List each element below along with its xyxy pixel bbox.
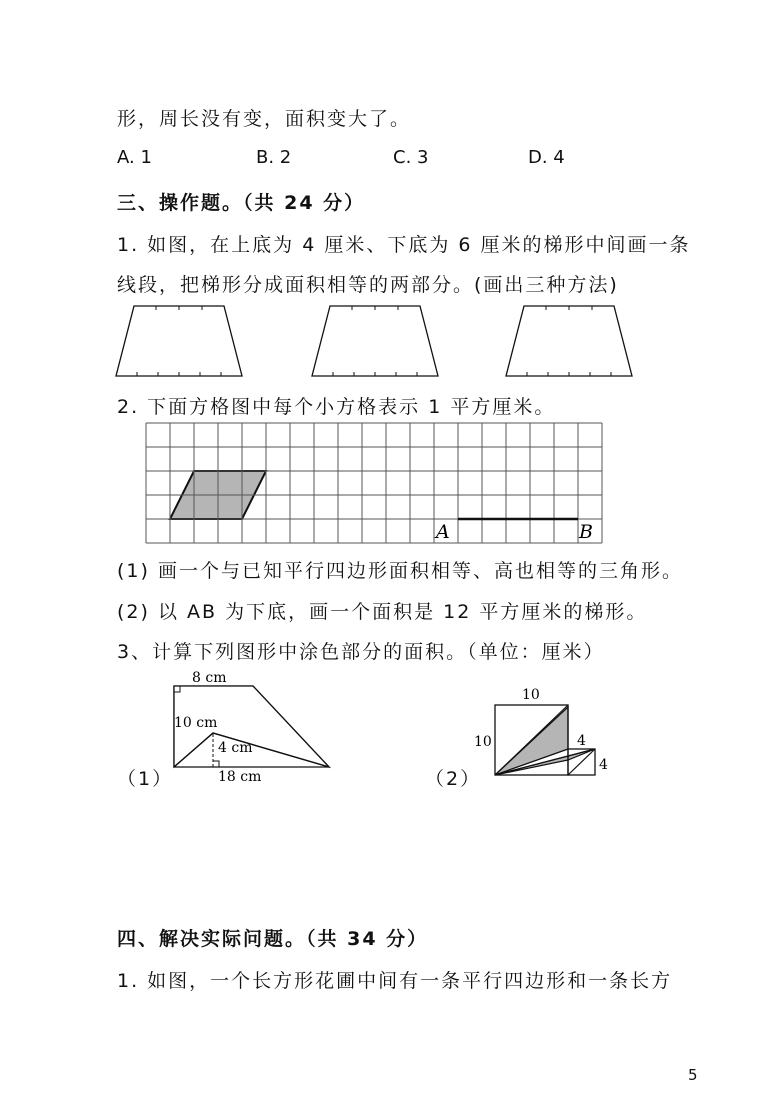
fig2-small-top-label: 4 xyxy=(577,733,586,749)
section4-heading: 四、解决实际问题。（共 34 分） xyxy=(117,928,429,950)
fig1-height-label: 10 cm xyxy=(174,715,218,731)
q1-line2: 线段，把梯形分成面积相等的两部分。(画出三种方法) xyxy=(117,274,619,296)
q2-intro: 2. 下面方格图中每个小方格表示 1 平方厘米。 xyxy=(117,396,556,418)
continuation-text: 形，周长没有变，面积变大了。 xyxy=(117,108,412,130)
fig2-small-side-label: 4 xyxy=(599,757,608,773)
fig2-big-top-label: 10 xyxy=(522,687,540,703)
section3-heading: 三、操作题。（共 24 分） xyxy=(117,192,366,214)
option-a[interactable]: A. 1 xyxy=(117,147,152,168)
fig1-right-angle-bottom xyxy=(213,761,219,767)
fig2-label: （2） xyxy=(425,768,482,790)
fig1-inner-label: 4 cm xyxy=(218,740,253,756)
option-d[interactable]: D. 4 xyxy=(528,147,565,168)
s4-q1-line1: 1. 如图，一个长方形花圃中间有一条平行四边形和一条长方 xyxy=(117,970,673,992)
option-c[interactable]: C. 3 xyxy=(393,147,429,168)
option-b[interactable]: B. 2 xyxy=(256,147,292,168)
point-a-label: A xyxy=(436,521,450,543)
q3-intro: 3、计算下列图形中涂色部分的面积。（单位：厘米） xyxy=(117,641,605,663)
figure-2[interactable] xyxy=(474,687,608,775)
q1-line1: 1. 如图，在上底为 4 厘米、下底为 6 厘米的梯形中间画一条 xyxy=(117,234,691,256)
q2-sub2: (2) 以 AB 为下底，画一个面积是 12 平方厘米的梯形。 xyxy=(117,601,648,623)
fig2-big-side-label: 10 xyxy=(474,734,492,750)
fig1-top-label: 8 cm xyxy=(192,670,227,686)
figure-1[interactable] xyxy=(174,670,329,785)
fig1-bottom-label: 18 cm xyxy=(218,769,262,785)
fig1-label: （1） xyxy=(117,768,174,790)
q2-sub1: (1) 画一个与已知平行四边形面积相等、高也相等的三角形。 xyxy=(117,560,683,582)
page-number: 5 xyxy=(688,1066,698,1084)
point-b-label: B xyxy=(579,521,593,543)
